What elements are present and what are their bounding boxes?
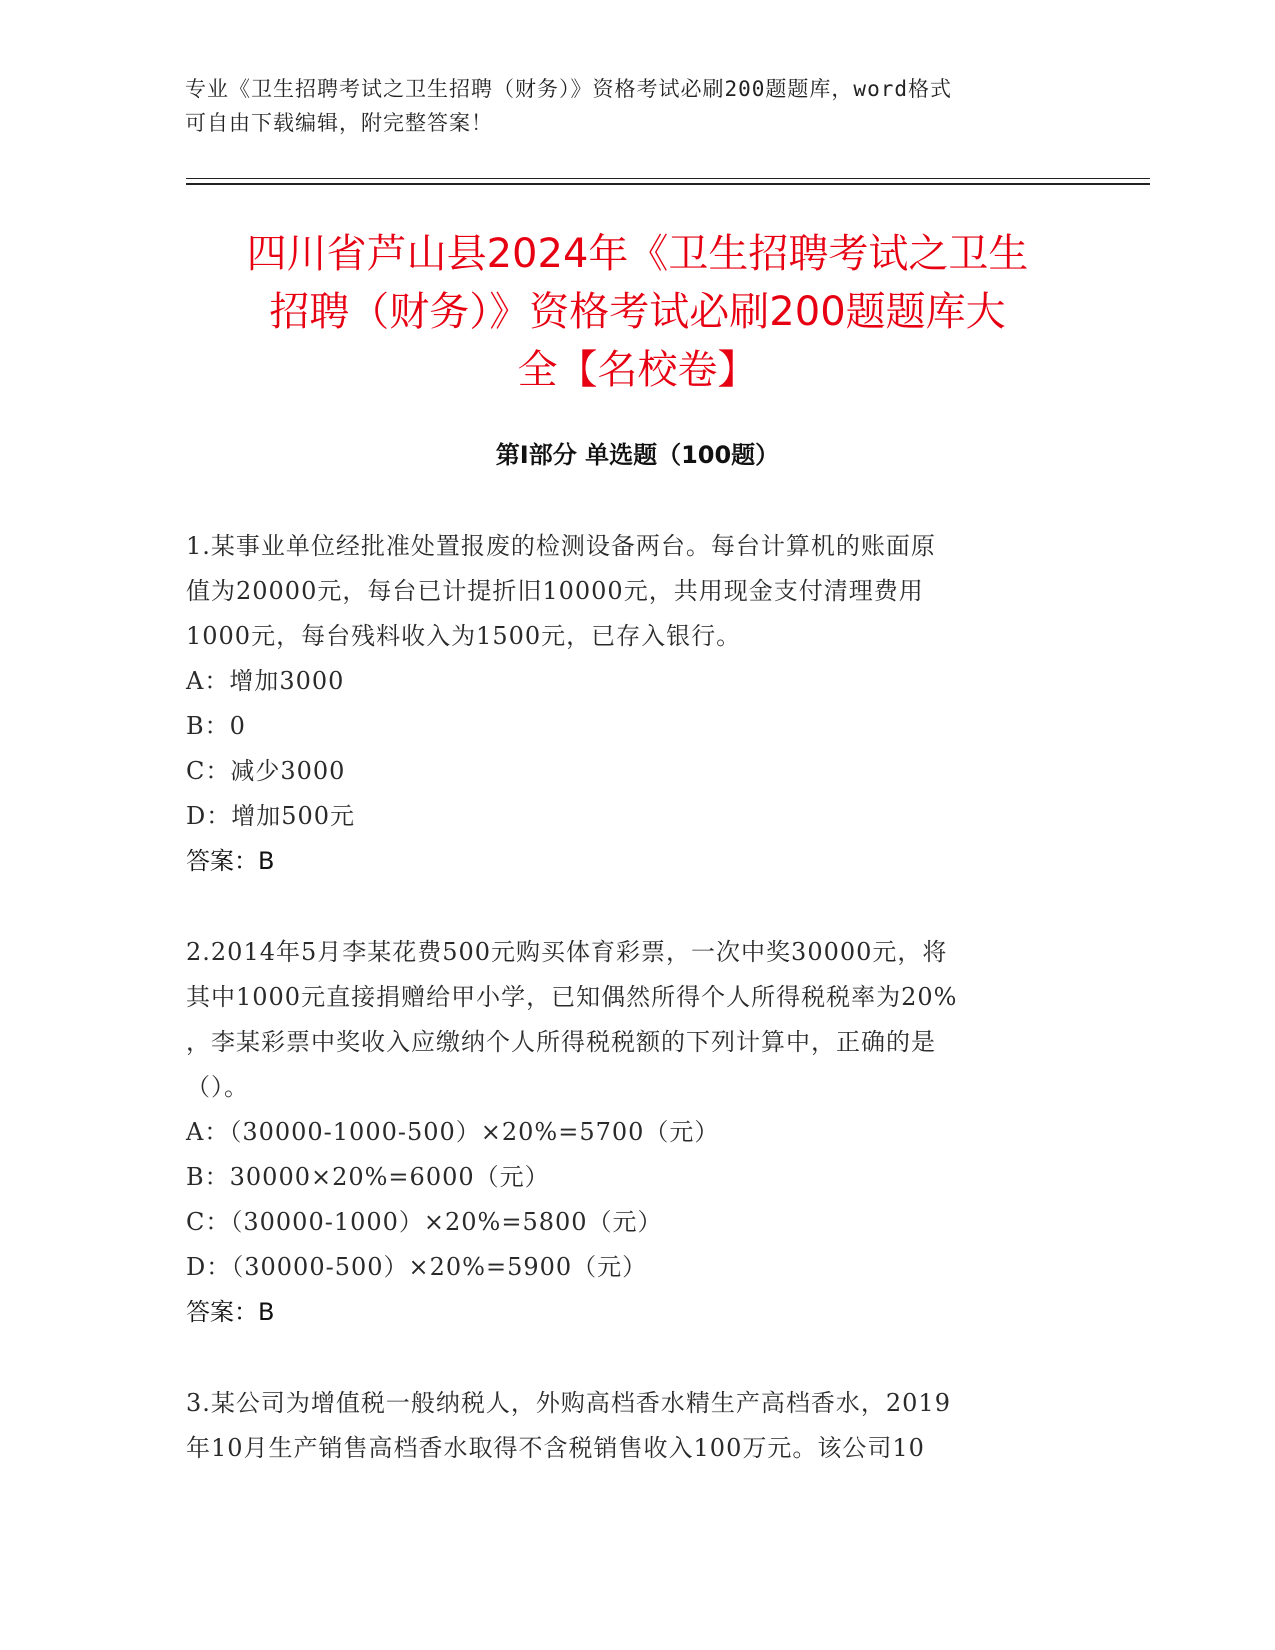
document-title	[170, 225, 1105, 399]
option-a: A：增加3000	[186, 667, 345, 695]
option-d: D：增加500元	[186, 802, 356, 830]
option-b: B：30000×20%=6000（元）	[186, 1163, 550, 1191]
question-stem-line: 其中1000元直接捐赠给甲小学，已知偶然所得个人所得税税率为20%	[186, 983, 958, 1011]
question-3	[186, 1381, 1066, 1471]
option-a: A：（30000-1000-500）×20%=5700（元）	[186, 1118, 720, 1146]
question-2	[186, 930, 1066, 1335]
document-title-line: 全【名校卷】	[517, 347, 758, 393]
question-stem-line: 1.某事业单位经批准处置报废的检测设备两台。每台计算机的账面原	[186, 532, 936, 560]
question-stem-line: 2.2014年5月李某花费500元购买体育彩票，一次中奖30000元，将	[186, 938, 948, 966]
option-c: C：（30000-1000）×20%=5800（元）	[186, 1208, 663, 1236]
option-c: C：减少3000	[186, 757, 346, 785]
option-d: D：（30000-500）×20%=5900（元）	[186, 1253, 648, 1281]
option-b: B：0	[186, 712, 246, 740]
document-title-line: 四川省芦山县2024年《卫生招聘考试之卫生	[246, 231, 1029, 277]
question-stem-line: 3.某公司为增值税一般纳税人，外购高档香水精生产高档香水，2019	[186, 1389, 951, 1417]
question-stem-line: （）。	[186, 1073, 249, 1101]
header-note	[185, 72, 1085, 140]
header-divider-thick	[186, 183, 1150, 185]
header-divider-thin	[186, 178, 1150, 179]
answer: 答案：B	[186, 847, 275, 875]
question-stem-line: 年10月生产销售高档香水取得不含税销售收入100万元。该公司10	[186, 1434, 925, 1462]
document-title-line: 招聘（财务）》资格考试必刷200题题库大	[269, 289, 1006, 335]
question-1	[186, 524, 1066, 884]
header-note-line: 可自由下载编辑，附完整答案！	[185, 111, 493, 135]
section-heading: 第Ⅰ部分 单选题（100题）	[495, 441, 780, 469]
question-stem-line: 值为20000元，每台已计提折旧10000元，共用现金支付清理费用	[186, 577, 924, 605]
question-stem-line: ，李某彩票中奖收入应缴纳个人所得税税额的下列计算中，正确的是	[186, 1028, 936, 1056]
answer: 答案：B	[186, 1298, 275, 1326]
question-stem-line: 1000元，每台残料收入为1500元，已存入银行。	[186, 622, 742, 650]
header-note-line: 专业《卫生招聘考试之卫生招聘（财务）》资格考试必刷200题题库，word格式	[185, 77, 952, 101]
